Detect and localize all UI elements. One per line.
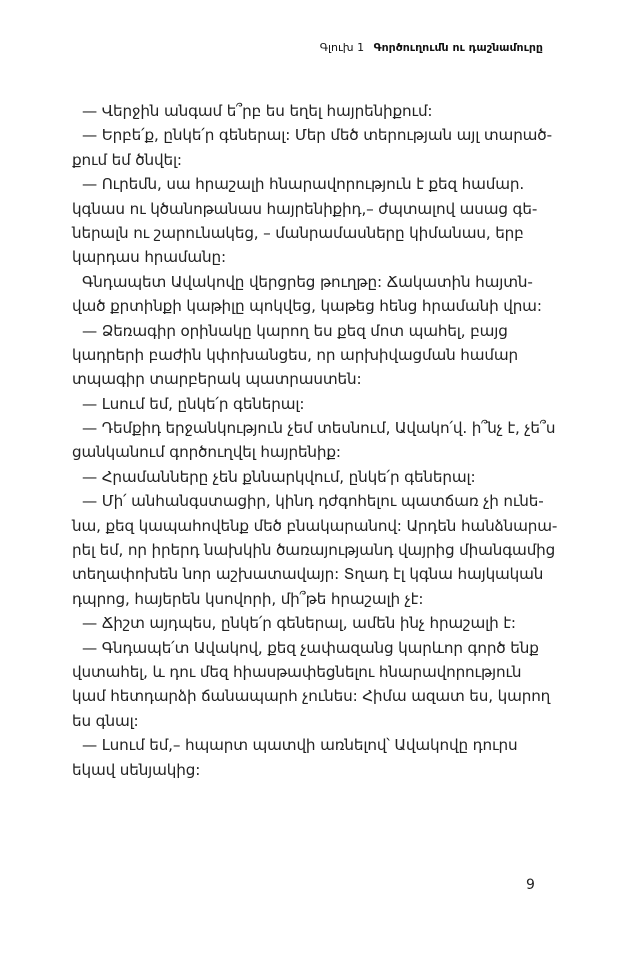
text-line: կադրերի բաժին կփոխանցես, որ արխիվացման համար [72, 345, 518, 364]
text-line: ված քրտինքի կաթիլը պոկվեց, կաթեց հենց հրամանի վրա: [72, 297, 542, 316]
text-line: տպագիր տարբերակ պատրաստեն: [72, 370, 362, 389]
text-line: — Ուրեմն, սա հրաշալի հնարավորություն է քեզ համար. [82, 175, 525, 194]
text-line: — Ճիշտ այդպես, ընկե՛ր գեներալ, ամեն ինչ հրաշալի է: [82, 614, 516, 633]
text-line: — Վերջին անգամ ե՞րբ ես եղել հայրենիքում: [82, 102, 433, 120]
running-header [320, 40, 543, 56]
text-line: նա, քեզ կապահովենք մեծ բնակարանով: Արդեն հանձնարա- [72, 516, 558, 535]
chapter-label: Գլուխ 1 [319, 41, 365, 54]
text-line: Գնդապետ Ավակովը վերցրեց թուղթը: Ճակատին հայտն- [82, 272, 533, 291]
text-line: — Դեմքիդ երջանկություն չեմ տեսնում, Ավակո՛վ. ի՞նչ է, չե՞ս [82, 419, 556, 438]
text-line: — Երբե՛ք, ընկե՛ր գեներալ: Մեր մեծ տերության այլ տարած- [82, 126, 552, 145]
page-number: 9 [526, 877, 535, 893]
text-line: դպրոց, հայերեն կսովորի, մի՞թե հրաշալի չէ: [72, 589, 424, 608]
text-line: — Գնդապե՛տ Ավակով, քեզ չափազանց կարևոր գործ ենք [82, 638, 539, 657]
chapter-title: Գործուղումն ու դաշնամուրը [373, 41, 543, 54]
text-line: ցանկանում գործուղվել հայրենիք: [72, 443, 341, 462]
text-line: — Լսում եմ,– հպարտ պատվի առնելով՝ Ավակովը դուրս [82, 736, 518, 755]
text-line: ես գնալ: [72, 711, 139, 730]
text-line: վստահել, և դու մեզ հիասթափեցնելու հնարավորություն [72, 662, 522, 681]
text-line: տեղափոխեն նոր աշխատավայր: Տղադ էլ կգնա հայկական [72, 565, 544, 584]
text-line: — Մի՛ անհանգստացիր, կինդ դժգոհելու պատճառ չի ունե- [82, 492, 544, 511]
text-line: ներալն ու շարունակեց, – մանրամասները կիմանաս, երբ [72, 223, 524, 242]
text-line: կամ հետդարձի ճանապարհ չունես: Հիմա ազատ ես, կարող [72, 687, 551, 706]
text-line: — Լսում եմ, ընկե՛ր գեներալ: [82, 394, 305, 413]
text-line: կարդաս հրամանը: [72, 248, 226, 267]
text-line: քում եմ ծնվել: [72, 150, 182, 169]
text-line: — Ձեռագիր օրինակը կարող ես քեզ մոտ պահել, բայց [82, 321, 508, 340]
body-text [72, 99, 558, 782]
text-line: եկավ սենյակից: [72, 760, 201, 779]
text-line: րել եմ, որ իրերդ նախկին ծառայությանդ վայրից միանգամից [72, 541, 556, 560]
text-line: կգնաս ու կծանոթանաս հայրենիքիդ,– ժպտալով ասաց գե- [72, 199, 538, 218]
text-line: — Հրամանները չեն քննարկվում, ընկե՛ր գեներալ: [82, 467, 476, 486]
